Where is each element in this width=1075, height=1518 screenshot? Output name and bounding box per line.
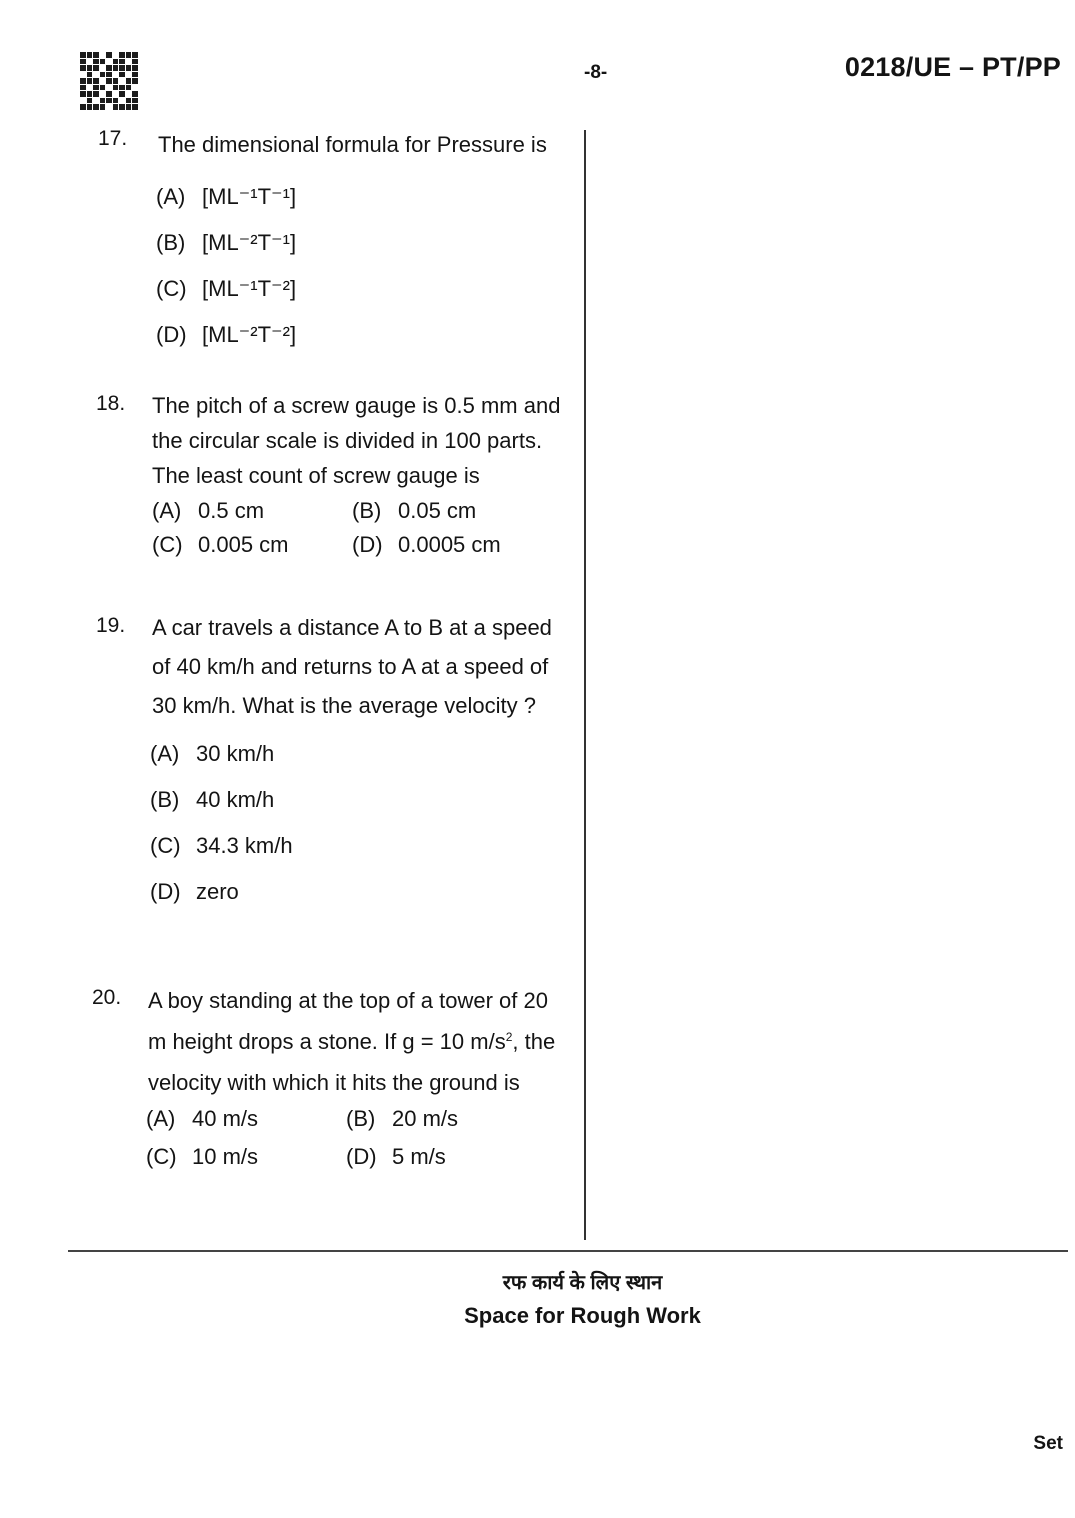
question-number: 20. bbox=[92, 986, 122, 1009]
option-a: (A) 30 km/h bbox=[150, 740, 275, 766]
column-divider bbox=[584, 130, 586, 1240]
set-label: Set bbox=[1033, 1433, 1063, 1454]
option-c: (C) [ML⁻¹T⁻²] bbox=[156, 276, 297, 302]
option-c: (C) 0.005 cm bbox=[152, 532, 289, 558]
option-a: (A) [ML⁻¹T⁻¹] bbox=[156, 184, 297, 210]
option-d: (D) zero bbox=[150, 878, 239, 904]
question-17-en bbox=[92, 127, 570, 358]
rough-work-label-hindi: रफ कार्य के लिए स्थान bbox=[502, 1272, 663, 1294]
option-a: (A) 0.5 cm bbox=[152, 498, 265, 523]
question-text: The dimensional formula for Pressure is bbox=[158, 132, 547, 157]
question-18-en bbox=[92, 388, 570, 557]
question-number: 19. bbox=[96, 614, 126, 637]
option-c: (C) 34.3 km/h bbox=[150, 832, 293, 858]
option-a: (A) 40 m/s bbox=[146, 1106, 259, 1131]
qr-code bbox=[80, 52, 138, 110]
footer-divider bbox=[68, 1250, 1068, 1252]
question-number: 18. bbox=[96, 392, 126, 415]
option-b: (B) 0.05 cm bbox=[352, 498, 477, 523]
option-b: (B) 40 km/h bbox=[150, 786, 275, 812]
option-b: (B) [ML⁻²T⁻¹] bbox=[156, 230, 297, 256]
option-d: (D) 0.0005 cm bbox=[352, 532, 501, 558]
option-d: (D) 5 m/s bbox=[346, 1144, 446, 1170]
question-text: A boy standing at the top of a tower of 20 m height drops a stone. If g = 10 $m/s^2$, the velocity with which it hits the ground is bbox=[148, 988, 556, 1095]
question-19-en bbox=[92, 608, 570, 915]
question-20-en bbox=[92, 980, 570, 1169]
page-number: -8- bbox=[584, 62, 608, 83]
question-number: 17. bbox=[98, 127, 128, 150]
question-text: The pitch of a screw gauge is 0.5 mm and the circular scale is divided in 100 parts. The least count of screw gauge is bbox=[152, 393, 561, 488]
paper-code: 0218/UE – PT/PP bbox=[844, 52, 1061, 82]
option-d: (D) [ML⁻²T⁻²] bbox=[156, 322, 297, 348]
question-text: A car travels a distance A to B at a speed of 40 km/h and returns to A at a speed of 30 km/h. What is the average velocity ? bbox=[152, 615, 552, 718]
option-c: (C) 10 m/s bbox=[146, 1144, 259, 1170]
rough-work-label: Space for Rough Work bbox=[464, 1303, 701, 1328]
option-b: (B) 20 m/s bbox=[346, 1106, 459, 1131]
